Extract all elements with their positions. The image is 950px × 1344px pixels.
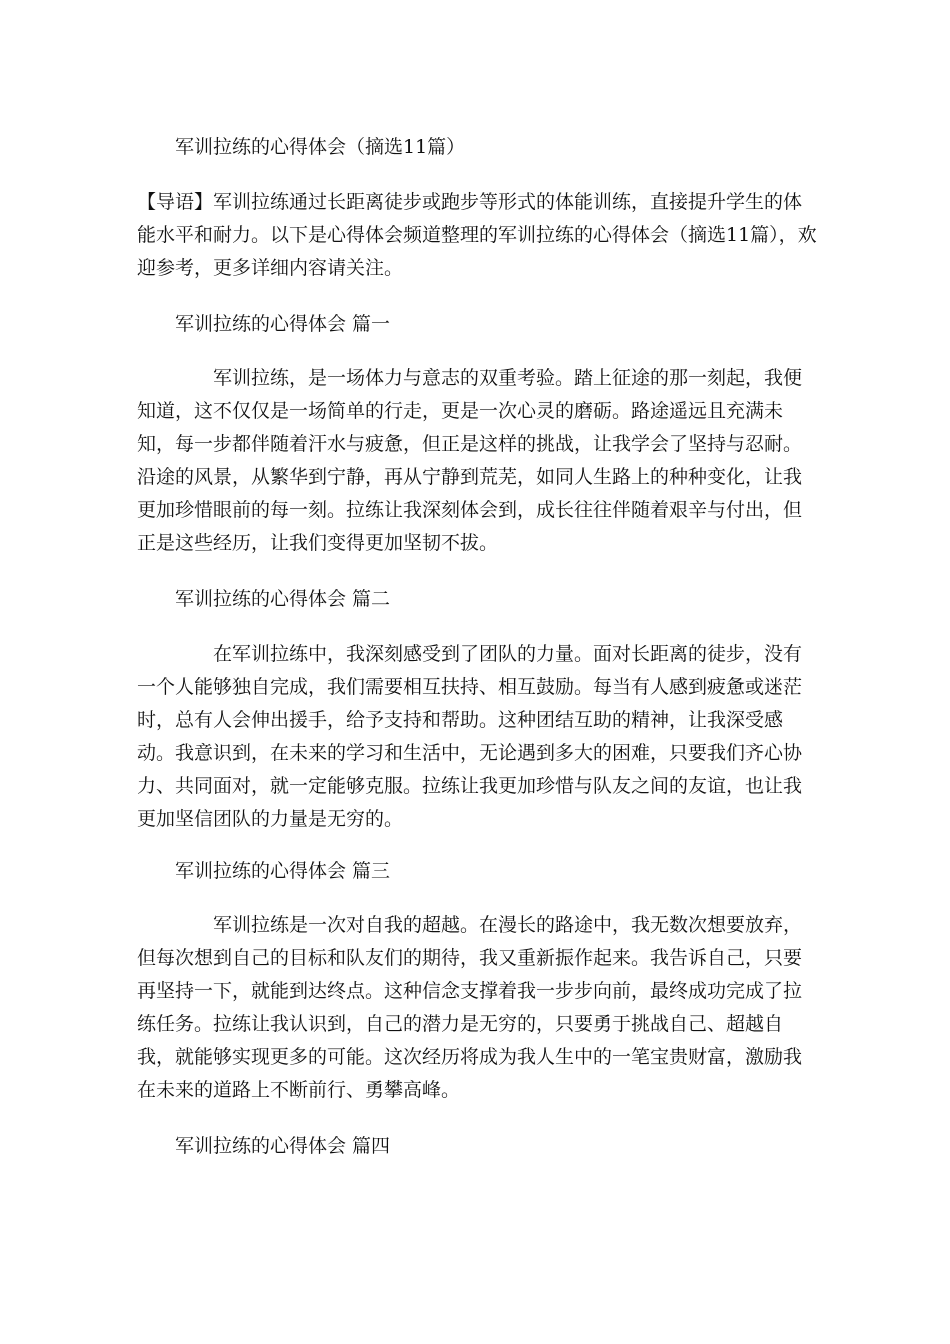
section-heading-1: 军训拉练的心得体会 篇一	[175, 313, 391, 335]
section-heading-3: 军训拉练的心得体会 篇三	[175, 860, 391, 882]
section-heading-2: 军训拉练的心得体会 篇二	[175, 588, 391, 610]
section-body-1: 军训拉练，是一场体力与意志的双重考验。踏上征途的那一刻起，我便知道，这不仅仅是一场简单的行走，更是一次心灵的磨砺。路途遥远且充满未知，每一步都伴随着汗水与疲惫，但正是这样的挑战，让我学会了坚持与忍耐。沿途的风景，从繁华到宁静，再从宁静到荒芜，如同人生路上的种种变化，让我更加珍惜眼前的每一刻。拉练让我深刻体会到，成长往往伴随着艰辛与付出，但正是这些经历，让我们变得更加坚韧不拔。	[137, 367, 803, 554]
section-body-3: 军训拉练是一次对自我的超越。在漫长的路途中，我无数次想要放弃，但每次想到自己的目标和队友们的期待，我又重新振作起来。我告诉自己，只要再坚持一下，就能到达终点。这种信念支撑着我一步步向前，最终成功完成了拉练任务。拉练让我认识到，自己的潜力是无穷的，只要勇于挑战自己、超越自我，就能够实现更多的可能。这次经历将成为我人生中的一笔宝贵财富，激励我在未来的道路上不断前行、勇攀高峰。	[137, 914, 803, 1101]
section-body-2: 在军训拉练中，我深刻感受到了团队的力量。面对长距离的徒步，没有一个人能够独自完成，我们需要相互扶持、相互鼓励。每当有人感到疲惫或迷茫时，总有人会伸出援手，给予支持和帮助。这种团结互助的精神，让我深受感动。我意识到，在未来的学习和生活中，无论遇到多大的困难，只要我们齐心协力、共同面对，就一定能够克服。拉练让我更加珍惜与队友之间的友谊，也让我更加坚信团队的力量是无穷的。	[137, 643, 803, 830]
intro-paragraph: 【导语】军训拉练通过长距离徒步或跑步等形式的体能训练，直接提升学生的体能水平和耐力。以下是心得体会频道整理的军训拉练的心得体会（摘选11篇），欢迎参考，更多详细内容请关注。	[137, 191, 817, 279]
document-title: 军训拉练的心得体会（摘选11篇）	[175, 136, 466, 158]
section-heading-4: 军训拉练的心得体会 篇四	[175, 1135, 391, 1157]
